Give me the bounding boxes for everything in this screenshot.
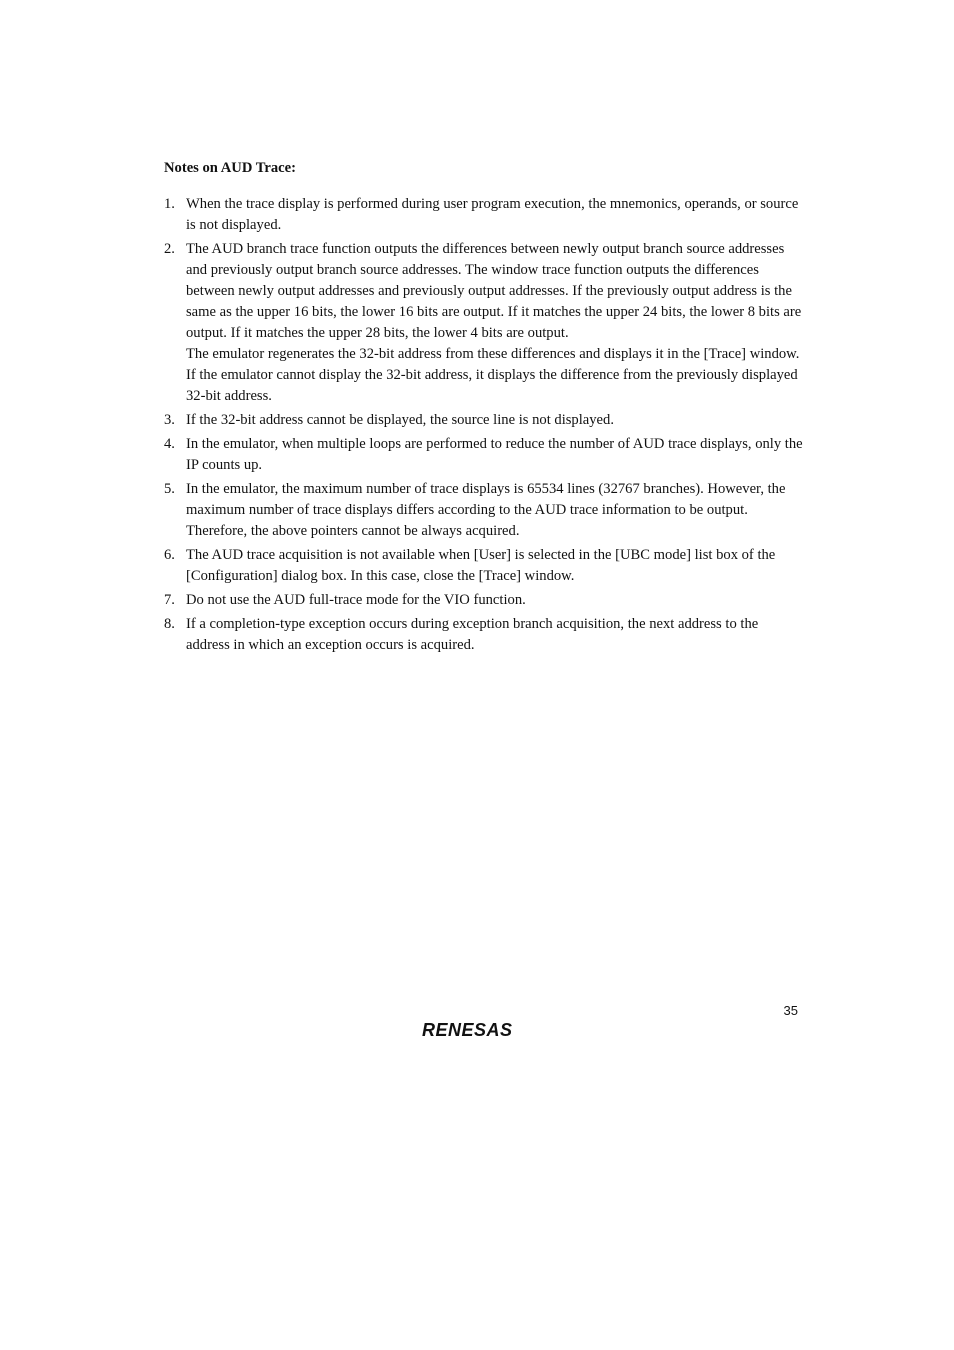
note-item: [164, 434, 804, 476]
note-number: 2.: [164, 241, 175, 257]
note-text: Do not use the AUD full-trace mode for the VIO function.: [186, 592, 526, 608]
note-text: The AUD branch trace function outputs the differences between newly output branch source addresses and previously output branch source addresses. The window trace function outputs the differences between newly output addresses and previously output addresses. If the previously output address is the same as the upper 16 bits, the lower 16 bits are output. If it matches the upper 24 bits, the lower 8 bits are output. If it matches the upper 28 bits, the lower 4 bits are output.: [186, 241, 802, 341]
renesas-logo: [420, 1016, 544, 1042]
note-text: In the emulator, the maximum number of trace displays is 65534 lines (32767 branches). However, the maximum number of trace displays differs according to the AUD trace information to be output. Therefore, the above pointers cannot be always acquired.: [186, 481, 786, 539]
note-text: When the trace display is performed during user program execution, the mnemonics, operands, or source is not displayed.: [186, 196, 799, 233]
note-item: [164, 590, 804, 611]
note-text: The AUD trace acquisition is not available when [User] is selected in the [UBC mode] list box of the [Configuration] dialog box. In this case, close the [Trace] window.: [186, 547, 776, 584]
note-text-continued: The emulator regenerates the 32-bit address from these differences and displays it in the [Trace] window. If the emulator cannot display the 32-bit address, it displays the difference from the previously displayed 32-bit address.: [186, 346, 800, 404]
note-text: If a completion-type exception occurs during exception branch acquisition, the next address to the address in which an exception occurs is acquired.: [186, 616, 759, 653]
note-number: 4.: [164, 436, 175, 452]
note-number: 5.: [164, 481, 175, 497]
note-text: In the emulator, when multiple loops are performed to reduce the number of AUD trace displays, only the IP counts up.: [186, 436, 803, 473]
document-body: [164, 158, 804, 659]
note-item: [164, 410, 804, 431]
note-item: [164, 239, 804, 407]
page-number: 35: [783, 1003, 798, 1018]
notes-list: [164, 194, 804, 656]
note-number: 1.: [164, 196, 175, 212]
renesas-logo-text: RENESAS: [422, 1020, 513, 1040]
note-number: 6.: [164, 547, 175, 563]
section-heading: Notes on AUD Trace:: [164, 160, 296, 176]
note-number: 7.: [164, 592, 175, 608]
note-item: [164, 194, 804, 236]
note-number: 3.: [164, 412, 175, 428]
note-text: If the 32-bit address cannot be displayed, the source line is not displayed.: [186, 412, 614, 428]
note-item: [164, 545, 804, 587]
note-item: [164, 614, 804, 656]
note-item: [164, 479, 804, 542]
note-number: 8.: [164, 616, 175, 632]
